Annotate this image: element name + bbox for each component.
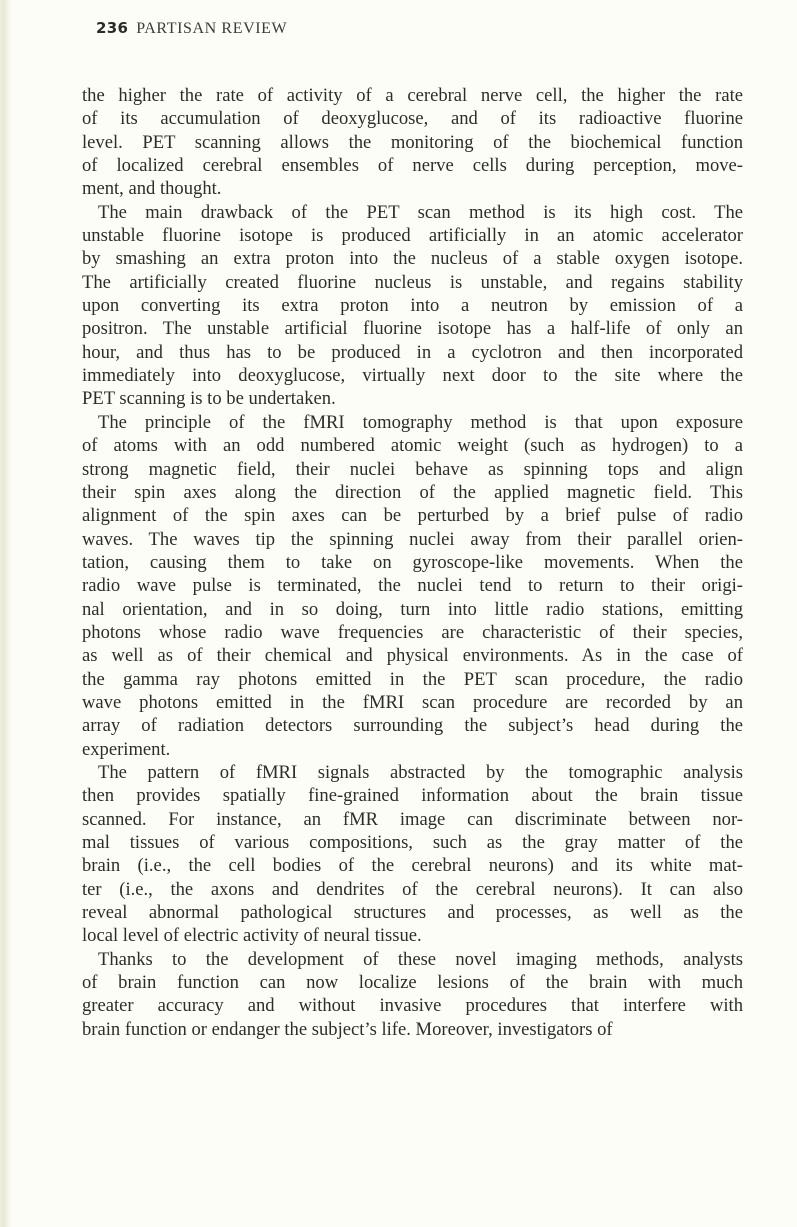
text-line: the higher the rate of activity of a cerebral nerve cell, the higher the rate [82, 85, 743, 106]
text-line: radio wave pulse is terminated, the nuclei tend to return to their origi- [82, 575, 743, 597]
text-line: ment, and thought. [82, 178, 222, 200]
body-text [82, 84, 743, 1041]
text-line: of brain function can now localize lesions of the brain with much [82, 972, 743, 994]
text-line: array of radiation detectors surrounding the subject’s head during the [82, 715, 743, 737]
text-line: Thanks to the development of these novel imaging methods, analysts [98, 948, 743, 970]
text-line: brain (i.e., the cell bodies of the cerebral neurons) and its white mat- [82, 855, 743, 877]
text-line: local level of electric activity of neural tissue. [82, 925, 422, 947]
text-line: mal tissues of various compositions, such as the gray matter of the [82, 832, 743, 853]
text-line: by smashing an extra proton into the nucleus of a stable oxygen isotope. [82, 248, 743, 270]
text-line: as well as of their chemical and physical environments. As in the case of [82, 645, 743, 667]
running-head [96, 19, 287, 38]
text-line: of localized cerebral ensembles of nerve cells during perception, move- [82, 155, 743, 177]
page-number: 236 [96, 19, 129, 37]
text-line: alignment of the spin axes can be perturbed by a brief pulse of radio [82, 505, 743, 527]
text-line: hour, and thus has to be produced in a cyclotron and then incorporated [82, 341, 743, 363]
text-line: immediately into deoxyglucose, virtually next door to the site where the [82, 365, 743, 387]
journal-title: PARTISAN REVIEW [136, 20, 288, 37]
text-line: The pattern of fMRI signals abstracted by the tomographic analysis [98, 761, 743, 783]
text-line: unstable fluorine isotope is produced artificially in an atomic accelerator [82, 225, 743, 247]
text-line: photons whose radio wave frequencies are characteristic of their species, [82, 621, 743, 643]
paragraph [82, 411, 743, 761]
text-line: The artificially created fluorine nucleus is unstable, and regains stability [82, 271, 743, 293]
text-line: level. PET scanning allows the monitoring of the biochemical function [82, 131, 743, 153]
text-line: the gamma ray photons emitted in the PET scan procedure, the radio [82, 668, 743, 690]
text-line: of atoms with an odd numbered atomic weight (such as hydrogen) to a [82, 435, 743, 457]
paragraph [82, 761, 743, 948]
text-line: The principle of the fMRI tomography method is that upon exposure [98, 411, 743, 433]
text-line: waves. The waves tip the spinning nuclei away from their parallel orien- [82, 528, 743, 550]
text-line: their spin axes along the direction of the applied magnetic field. This [82, 481, 743, 503]
text-line: then provides spatially fine-grained information about the brain tissue [82, 785, 743, 807]
text-line: greater accuracy and without invasive procedures that interfere with [82, 995, 743, 1017]
paragraph [82, 84, 743, 201]
paragraph [82, 948, 743, 1041]
text-line: brain function or endanger the subject’s life. Moreover, investigators of [82, 1018, 613, 1040]
text-line: reveal abnormal pathological structures and processes, as well as the [82, 902, 743, 924]
text-line: tation, causing them to take on gyroscope-like movements. When the [82, 551, 743, 573]
text-line: experiment. [82, 738, 171, 760]
text-line: positron. The unstable artificial fluorine isotope has a half-life of only an [82, 318, 743, 340]
text-line: wave photons emitted in the fMRI scan procedure are recorded by an [82, 691, 743, 713]
text-line: nal orientation, and in so doing, turn into little radio stations, emitting [82, 598, 743, 620]
page-binding-edge [0, 0, 12, 1227]
text-line: upon converting its extra proton into a neutron by emission of a [82, 295, 743, 317]
text-line: The main drawback of the PET scan method is its high cost. The [98, 201, 743, 223]
text-line: ter (i.e., the axons and dendrites of the cerebral neurons). It can also [82, 878, 743, 900]
text-line: strong magnetic field, their nuclei behave as spinning tops and align [82, 458, 743, 480]
paragraph [82, 201, 743, 411]
text-line: of its accumulation of deoxyglucose, and of its radioactive fluorine [82, 108, 743, 130]
text-line: PET scanning is to be undertaken. [82, 388, 336, 410]
text-line: scanned. For instance, an fMR image can discriminate between nor- [82, 808, 743, 830]
